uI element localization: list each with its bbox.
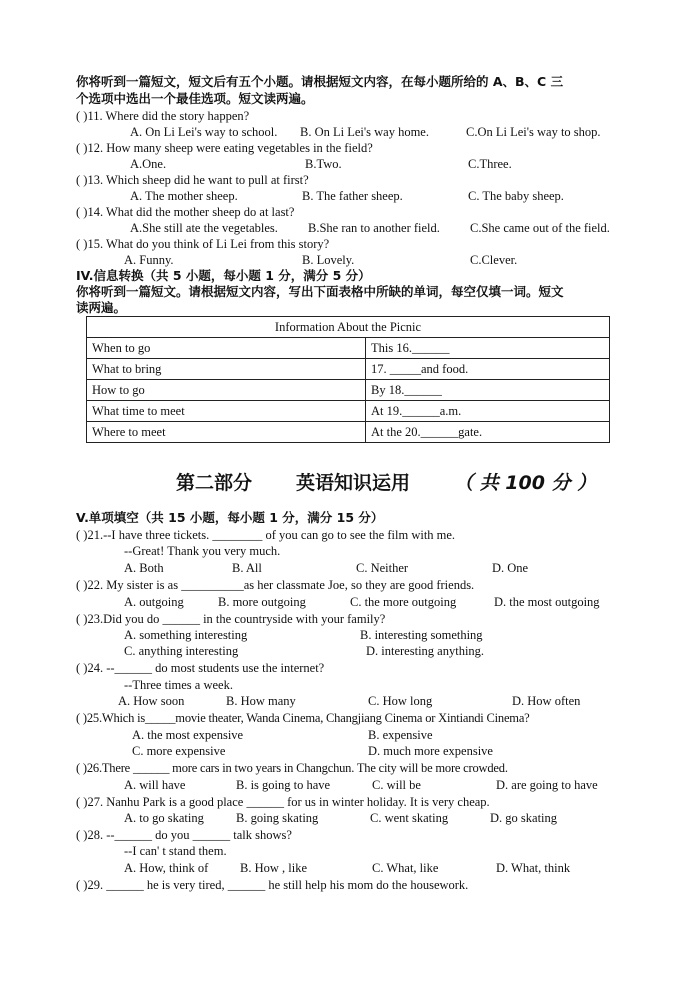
question-24-dialogue: --Three times a week. xyxy=(124,678,233,692)
question-26-option-c: C. will be xyxy=(372,778,421,792)
part2-label: 第二部分 xyxy=(176,472,253,494)
question-24-option-a: A. How soon xyxy=(118,694,185,708)
question-27-option-b: B. going skating xyxy=(236,811,319,825)
question-15-option-c: C.Clever. xyxy=(470,253,518,267)
table-row xyxy=(87,380,610,401)
part2-name: 英语知识运用 xyxy=(296,472,411,494)
part2-score: （ 共 100 分 ） xyxy=(454,472,597,494)
section4-heading: IV.信息转换（共 5 小题，每小题 1 分，满分 5 分） xyxy=(76,268,371,283)
question-14-option-b: B.She ran to another field. xyxy=(308,221,440,235)
question-21-stem: ( )21.--I have three tickets. ________ of you can go to see the film with me. xyxy=(76,528,456,542)
question-23-option-a: A. something interesting xyxy=(124,628,248,642)
question-11-option-a: A. On Li Lei's way to school. xyxy=(130,125,278,139)
question-25-option-d: D. much more expensive xyxy=(368,744,493,758)
question-12-option-b: B.Two. xyxy=(305,157,342,171)
question-22-option-a: A. outgoing xyxy=(124,595,184,609)
question-24-option-b: B. How many xyxy=(226,694,296,708)
question-24-option-c: C. How long xyxy=(368,694,433,708)
table-header-row xyxy=(87,317,610,338)
table-row xyxy=(87,338,610,359)
question-26-option-b: B. is going to have xyxy=(236,778,331,792)
section3-intro-line2: 个选项中选出一个最佳选项。短文读两遍。 xyxy=(76,91,314,106)
table-cell-value: At the 20.______gate. xyxy=(366,422,610,443)
section3-intro-line1: 你将听到一篇短文，短文后有五个小题。请根据短文内容，在每小题所给的 A、B、C 三 xyxy=(76,74,564,89)
table-row xyxy=(87,422,610,443)
section5-heading: V.单项填空（共 15 小题，每小题 1 分，满分 15 分） xyxy=(76,510,384,525)
question-14-option-c: C.She came out of the field. xyxy=(470,221,610,235)
table-cell-value: 17. _____and food. xyxy=(366,359,610,380)
question-26-stem: ( )26.There ______ more cars in two years in Changchun. The city will be more crowded. xyxy=(76,761,508,775)
question-21-option-b: B. All xyxy=(232,561,262,575)
question-14-stem: ( )14. What did the mother sheep do at last? xyxy=(76,205,295,219)
question-28-option-b: B. How , like xyxy=(240,861,308,875)
question-22-option-b: B. more outgoing xyxy=(218,595,306,609)
question-28-stem: ( )28. --______ do you ______ talk shows? xyxy=(76,828,292,842)
question-21-option-c: C. Neither xyxy=(356,561,409,575)
table-cell-value: At 19.______a.m. xyxy=(366,401,610,422)
question-15-stem: ( )15. What do you think of Li Lei from this story? xyxy=(76,237,330,251)
question-27-option-a: A. to go skating xyxy=(124,811,204,825)
question-22-option-d: D. the most outgoing xyxy=(494,595,600,609)
table-cell-label: What to bring xyxy=(87,359,366,380)
part2-title xyxy=(176,468,640,495)
question-12-stem: ( )12. How many sheep were eating vegetables in the field? xyxy=(76,141,373,155)
question-23-stem: ( )23.Did you do ______ in the countryside with your family? xyxy=(76,612,386,626)
question-23-option-b: B. interesting something xyxy=(360,628,483,642)
table-cell-value: By 18.______ xyxy=(366,380,610,401)
question-23-option-d: D. interesting anything. xyxy=(366,644,485,658)
question-28-option-c: C. What, like xyxy=(372,861,439,875)
question-12-option-a: A.One. xyxy=(130,157,167,171)
question-21-option-a: A. Both xyxy=(124,561,164,575)
table-row xyxy=(87,359,610,380)
table-cell-label: How to go xyxy=(87,380,366,401)
question-21-option-d: D. One xyxy=(492,561,529,575)
question-11-stem: ( )11. Where did the story happen? xyxy=(76,109,250,123)
question-27-option-d: D. go skating xyxy=(490,811,558,825)
question-11-option-c: C.On Li Lei's way to shop. xyxy=(466,125,601,139)
section4-intro-line1: 你将听到一篇短文。请根据短文内容，写出下面表格中所缺的单词，每空仅填一词。短文 xyxy=(76,284,564,299)
question-13-option-b: B. The father sheep. xyxy=(302,189,403,203)
question-21-dialogue: --Great! Thank you very much. xyxy=(124,544,281,558)
question-13-option-a: A. The mother sheep. xyxy=(130,189,238,203)
question-22-option-c: C. the more outgoing xyxy=(350,595,457,609)
question-25-stem: ( )25.Which is_____movie theater, Wanda Cinema, Changjiang Cinema or Xintiandi Cinema? xyxy=(76,711,530,725)
question-25-option-c: C. more expensive xyxy=(132,744,226,758)
question-27-stem: ( )27. Nanhu Park is a good place ______ for us in winter holiday. It is very cheap. xyxy=(76,795,490,809)
question-11-option-b: B. On Li Lei's way home. xyxy=(300,125,429,139)
question-13-option-c: C. The baby sheep. xyxy=(468,189,564,203)
table-cell-label: What time to meet xyxy=(87,401,366,422)
section4-intro-line2: 读两遍。 xyxy=(76,300,127,315)
question-14-option-a: A.She still ate the vegetables. xyxy=(130,221,278,235)
question-26-option-d: D. are going to have xyxy=(496,778,598,792)
question-23-option-c: C. anything interesting xyxy=(124,644,239,658)
question-28-option-a: A. How, think of xyxy=(124,861,209,875)
question-15-option-a: A. Funny. xyxy=(124,253,174,267)
question-13-stem: ( )13. Which sheep did he want to pull at first? xyxy=(76,173,309,187)
picnic-info-table xyxy=(86,316,610,443)
question-24-option-d: D. How often xyxy=(512,694,581,708)
question-12-option-c: C.Three. xyxy=(468,157,512,171)
table-cell-value: This 16.______ xyxy=(366,338,610,359)
table-cell-label: When to go xyxy=(87,338,366,359)
table-cell-label: Where to meet xyxy=(87,422,366,443)
question-25-option-b: B. expensive xyxy=(368,728,433,742)
question-27-option-c: C. went skating xyxy=(370,811,449,825)
table-row xyxy=(87,401,610,422)
table-title: Information About the Picnic xyxy=(87,317,610,338)
question-25-option-a: A. the most expensive xyxy=(132,728,244,742)
question-29-stem: ( )29. ______ he is very tired, ______ he still help his mom do the housework. xyxy=(76,878,469,892)
question-24-stem: ( )24. --______ do most students use the internet? xyxy=(76,661,325,675)
question-22-stem: ( )22. My sister is as __________as her classmate Joe, so they are good friends. xyxy=(76,578,475,592)
question-15-option-b: B. Lovely. xyxy=(302,253,355,267)
question-28-option-d: D. What, think xyxy=(496,861,571,875)
question-26-option-a: A. will have xyxy=(124,778,186,792)
question-28-dialogue: --I can' t stand them. xyxy=(124,844,227,858)
